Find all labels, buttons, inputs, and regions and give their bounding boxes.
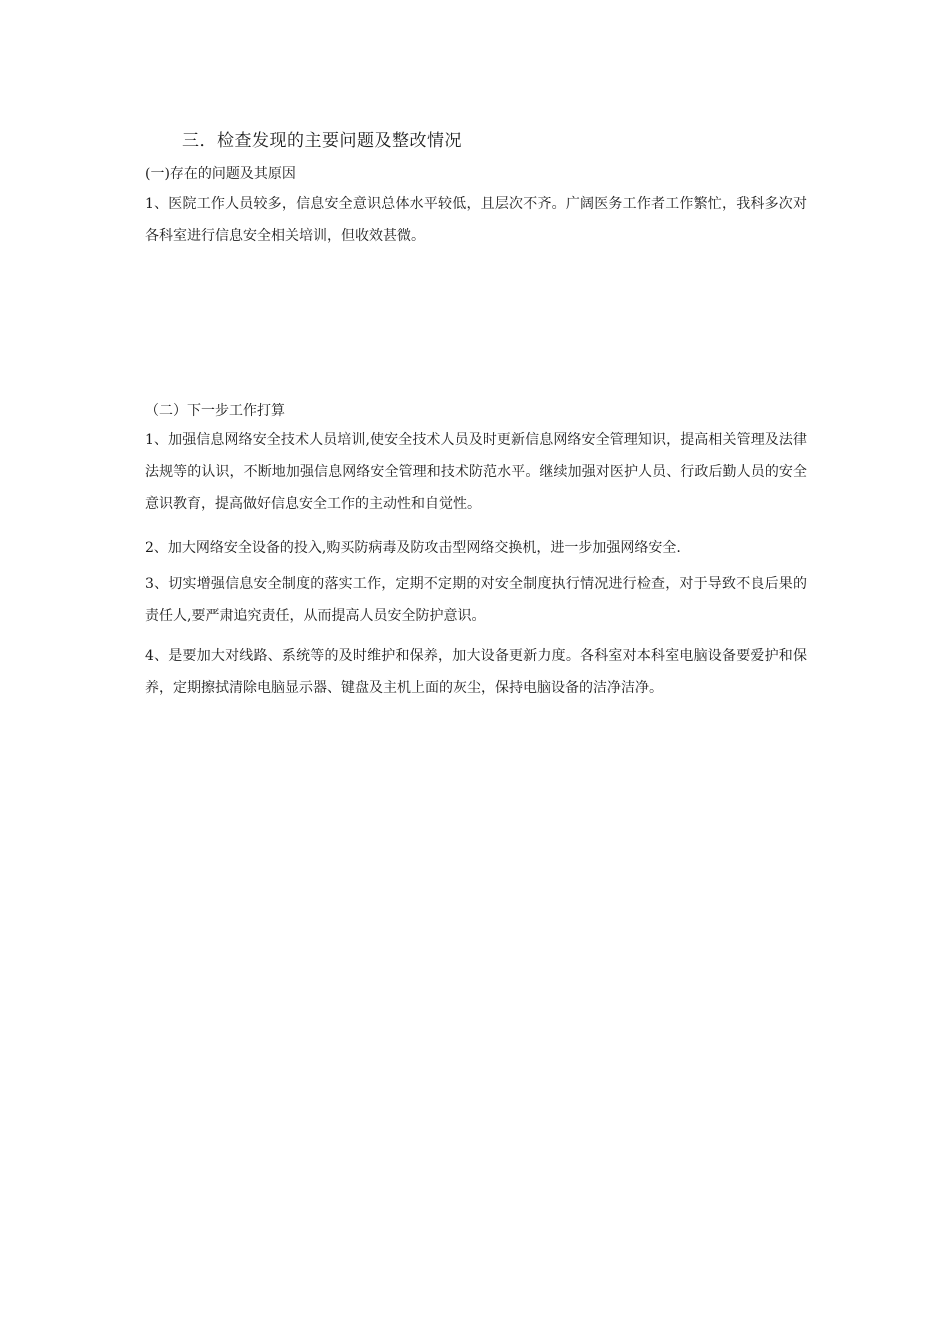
paragraph-plan-1: 1、加强信息网络安全技术人员培训,使安全技术人员及时更新信息网络安全管理知识，提高相关管理及法律法规等的认识，不断地加强信息网络安全管理和技术防范水平。继续加强对医护人员、行政后勤人员的安全意识教育，提高做好信息安全工作的主动性和自觉性。 bbox=[145, 432, 807, 512]
paragraph-plan-2: 2、加大网络安全设备的投入,购买防病毒及防攻击型网络交换机，进一步加强网络安全. bbox=[145, 540, 681, 556]
paragraph-plan-3: 3、切实增强信息安全制度的落实工作，定期不定期的对安全制度执行情况进行检查，对于导致不良后果的责任人,要严肃追究责任，从而提高人员安全防护意识。 bbox=[145, 576, 807, 624]
subsection-title-problems: (一)存在的问题及其原因 bbox=[145, 166, 296, 182]
subsection-title-next-steps: （二）下一步工作打算 bbox=[145, 403, 285, 419]
section-heading: 三．检查发现的主要问题及整改情况 bbox=[182, 131, 462, 151]
paragraph-problem-1: 1、医院工作人员较多，信息安全意识总体水平较低，且层次不齐。广阔医务工作者工作繁忙，我科多次对各科室进行信息安全相关培训，但收效甚微。 bbox=[145, 196, 807, 244]
paragraph-plan-4: 4、是要加大对线路、系统等的及时维护和保养，加大设备更新力度。各科室对本科室电脑设备要爱护和保养，定期擦拭清除电脑显示器、键盘及主机上面的灰尘，保持电脑设备的洁净洁净。 bbox=[145, 648, 807, 696]
